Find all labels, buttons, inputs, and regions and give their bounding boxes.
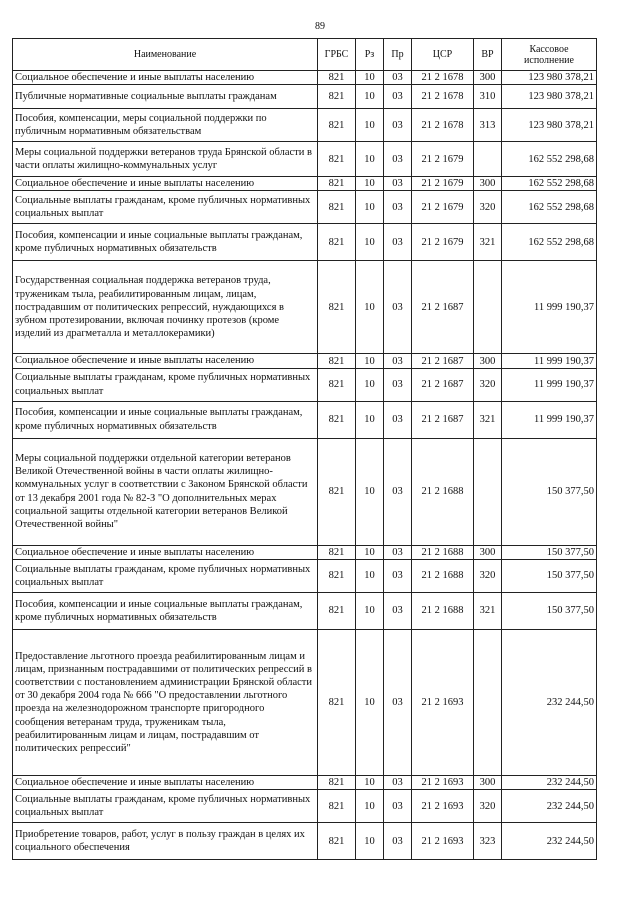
cell-csr: 21 2 1693 [412,775,474,789]
table-row [13,354,597,368]
cell-amount: 232 244,50 [502,629,597,775]
cell-grbs: 821 [318,629,356,775]
cell-grbs: 821 [318,823,356,860]
table-row [13,109,597,142]
cell-rz: 10 [356,790,384,823]
cell-name: Меры социальной поддержки ветеранов труда Брянской области в части оплаты жилищно-коммунальных услуг [13,142,318,177]
table-row [13,559,597,592]
cell-name: Меры социальной поддержки отдельной категории ветеранов Великой Отечественной войны в части оплаты жилищно-коммунальных услуг в соответствии с Законом Брянской области от 13 декабря 2001 года № 82-З "О дополнительных мерах социальной защиты отдельной категории ветеранов Великой Отечественной войны" [13,438,318,545]
cell-pr: 03 [384,85,412,109]
cell-vr: 310 [474,85,502,109]
cell-amount: 232 244,50 [502,775,597,789]
cell-vr: 323 [474,823,502,860]
cell-name: Предоставление льготного проезда реабилитированным лицам и лицам, признанным пострадавшими от политических репрессий в соответствии с постановлением администрации Брянской области от 30 декабря 2004 года № 666 "О предоставлении льготного проезда на железнодорожном транспорте пригородного сообщения ветеранам труда, труженикам тыла, реабилитированным лицам и лицам, пострадавшим от политических репрессий" [13,629,318,775]
cell-csr: 21 2 1679 [412,224,474,261]
cell-grbs: 821 [318,438,356,545]
cell-amount: 11 999 190,37 [502,261,597,354]
header-grbs: ГРБС [318,39,356,71]
header-amount: Кассовое исполнение [502,39,597,71]
cell-csr: 21 2 1688 [412,545,474,559]
cell-amount: 150 377,50 [502,545,597,559]
cell-csr: 21 2 1679 [412,142,474,177]
cell-grbs: 821 [318,401,356,438]
cell-pr: 03 [384,629,412,775]
header-name: Наименование [13,39,318,71]
cell-vr: 320 [474,559,502,592]
cell-amount: 150 377,50 [502,559,597,592]
cell-name: Социальные выплаты гражданам, кроме публичных нормативных социальных выплат [13,191,318,224]
cell-amount: 123 980 378,21 [502,71,597,85]
cell-name: Пособия, компенсации, меры социальной поддержки по публичным нормативным обязательствам [13,109,318,142]
cell-pr: 03 [384,177,412,191]
cell-name: Социальные выплаты гражданам, кроме публичных нормативных социальных выплат [13,368,318,401]
cell-grbs: 821 [318,368,356,401]
table-row [13,261,597,354]
cell-amount: 162 552 298,68 [502,142,597,177]
cell-vr: 300 [474,177,502,191]
cell-grbs: 821 [318,224,356,261]
table-row [13,177,597,191]
cell-vr [474,629,502,775]
cell-rz: 10 [356,224,384,261]
cell-vr: 313 [474,109,502,142]
table-row [13,592,597,629]
table-header-row [13,39,597,71]
cell-amount: 162 552 298,68 [502,177,597,191]
cell-pr: 03 [384,71,412,85]
table-row [13,790,597,823]
cell-rz: 10 [356,545,384,559]
cell-pr: 03 [384,559,412,592]
cell-csr: 21 2 1687 [412,261,474,354]
cell-amount: 162 552 298,68 [502,224,597,261]
cell-pr: 03 [384,790,412,823]
cell-grbs: 821 [318,177,356,191]
cell-vr [474,261,502,354]
cell-grbs: 821 [318,71,356,85]
cell-pr: 03 [384,354,412,368]
cell-grbs: 821 [318,109,356,142]
cell-pr: 03 [384,775,412,789]
budget-execution-table [12,38,597,860]
cell-rz: 10 [356,775,384,789]
cell-vr: 300 [474,354,502,368]
cell-rz: 10 [356,142,384,177]
cell-rz: 10 [356,401,384,438]
cell-rz: 10 [356,629,384,775]
cell-vr: 300 [474,775,502,789]
header-vr: ВР [474,39,502,71]
cell-amount: 150 377,50 [502,592,597,629]
header-pr: Пр [384,39,412,71]
cell-grbs: 821 [318,142,356,177]
cell-amount: 11 999 190,37 [502,368,597,401]
cell-name: Социальное обеспечение и иные выплаты населению [13,545,318,559]
page-number: 89 [315,21,325,32]
table-row [13,438,597,545]
cell-csr: 21 2 1687 [412,401,474,438]
table-row [13,368,597,401]
cell-csr: 21 2 1688 [412,438,474,545]
cell-grbs: 821 [318,559,356,592]
cell-amount: 123 980 378,21 [502,109,597,142]
cell-csr: 21 2 1688 [412,559,474,592]
cell-csr: 21 2 1693 [412,629,474,775]
cell-name: Социальное обеспечение и иные выплаты населению [13,354,318,368]
cell-csr: 21 2 1678 [412,85,474,109]
cell-grbs: 821 [318,775,356,789]
table-row [13,629,597,775]
cell-name: Приобретение товаров, работ, услуг в пользу граждан в целях их социального обеспечения [13,823,318,860]
cell-rz: 10 [356,592,384,629]
cell-csr: 21 2 1688 [412,592,474,629]
cell-grbs: 821 [318,790,356,823]
cell-pr: 03 [384,823,412,860]
cell-amount: 150 377,50 [502,438,597,545]
cell-rz: 10 [356,109,384,142]
cell-name: Социальное обеспечение и иные выплаты населению [13,775,318,789]
table-row [13,71,597,85]
cell-name: Государственная социальная поддержка ветеранов труда, труженикам тыла, реабилитированным лицам, лицам, пострадавшим от политических репрессий, нуждающихся в зубном протезировании, включая починку протезов (кроме изделий из драгметалла и металлокерамики) [13,261,318,354]
cell-vr: 321 [474,592,502,629]
cell-rz: 10 [356,71,384,85]
cell-pr: 03 [384,224,412,261]
cell-name: Публичные нормативные социальные выплаты гражданам [13,85,318,109]
cell-rz: 10 [356,368,384,401]
cell-vr: 321 [474,401,502,438]
cell-pr: 03 [384,109,412,142]
cell-csr: 21 2 1678 [412,71,474,85]
cell-rz: 10 [356,354,384,368]
cell-name: Социальное обеспечение и иные выплаты населению [13,177,318,191]
table-row [13,775,597,789]
cell-name: Социальные выплаты гражданам, кроме публичных нормативных социальных выплат [13,790,318,823]
cell-pr: 03 [384,368,412,401]
table-row [13,191,597,224]
table-body [13,71,597,860]
cell-name: Пособия, компенсации и иные социальные выплаты гражданам, кроме публичных нормативных обязательств [13,401,318,438]
cell-amount: 162 552 298,68 [502,191,597,224]
cell-vr: 320 [474,790,502,823]
cell-grbs: 821 [318,85,356,109]
cell-csr: 21 2 1679 [412,191,474,224]
cell-vr: 300 [474,71,502,85]
cell-name: Пособия, компенсации и иные социальные выплаты гражданам, кроме публичных нормативных обязательств [13,592,318,629]
cell-name: Социальное обеспечение и иные выплаты населению [13,71,318,85]
cell-vr [474,142,502,177]
cell-grbs: 821 [318,592,356,629]
cell-csr: 21 2 1693 [412,790,474,823]
cell-amount: 123 980 378,21 [502,85,597,109]
cell-rz: 10 [356,85,384,109]
cell-name: Социальные выплаты гражданам, кроме публичных нормативных социальных выплат [13,559,318,592]
cell-csr: 21 2 1693 [412,823,474,860]
cell-pr: 03 [384,261,412,354]
cell-grbs: 821 [318,191,356,224]
header-csr: ЦСР [412,39,474,71]
cell-vr: 300 [474,545,502,559]
cell-vr [474,438,502,545]
cell-rz: 10 [356,823,384,860]
cell-amount: 11 999 190,37 [502,354,597,368]
cell-rz: 10 [356,438,384,545]
cell-pr: 03 [384,545,412,559]
cell-csr: 21 2 1679 [412,177,474,191]
cell-rz: 10 [356,261,384,354]
cell-csr: 21 2 1687 [412,354,474,368]
cell-csr: 21 2 1687 [412,368,474,401]
cell-amount: 232 244,50 [502,790,597,823]
table-row [13,142,597,177]
table-row [13,545,597,559]
cell-pr: 03 [384,592,412,629]
cell-grbs: 821 [318,354,356,368]
cell-rz: 10 [356,191,384,224]
table-row [13,224,597,261]
cell-pr: 03 [384,438,412,545]
cell-amount: 11 999 190,37 [502,401,597,438]
cell-rz: 10 [356,559,384,592]
table-row [13,401,597,438]
cell-vr: 321 [474,224,502,261]
cell-name: Пособия, компенсации и иные социальные выплаты гражданам, кроме публичных нормативных обязательств [13,224,318,261]
cell-pr: 03 [384,401,412,438]
cell-grbs: 821 [318,545,356,559]
cell-vr: 320 [474,191,502,224]
cell-rz: 10 [356,177,384,191]
cell-pr: 03 [384,142,412,177]
cell-amount: 232 244,50 [502,823,597,860]
table-row [13,823,597,860]
cell-vr: 320 [474,368,502,401]
cell-grbs: 821 [318,261,356,354]
header-rz: Рз [356,39,384,71]
cell-csr: 21 2 1678 [412,109,474,142]
cell-pr: 03 [384,191,412,224]
table-row [13,85,597,109]
